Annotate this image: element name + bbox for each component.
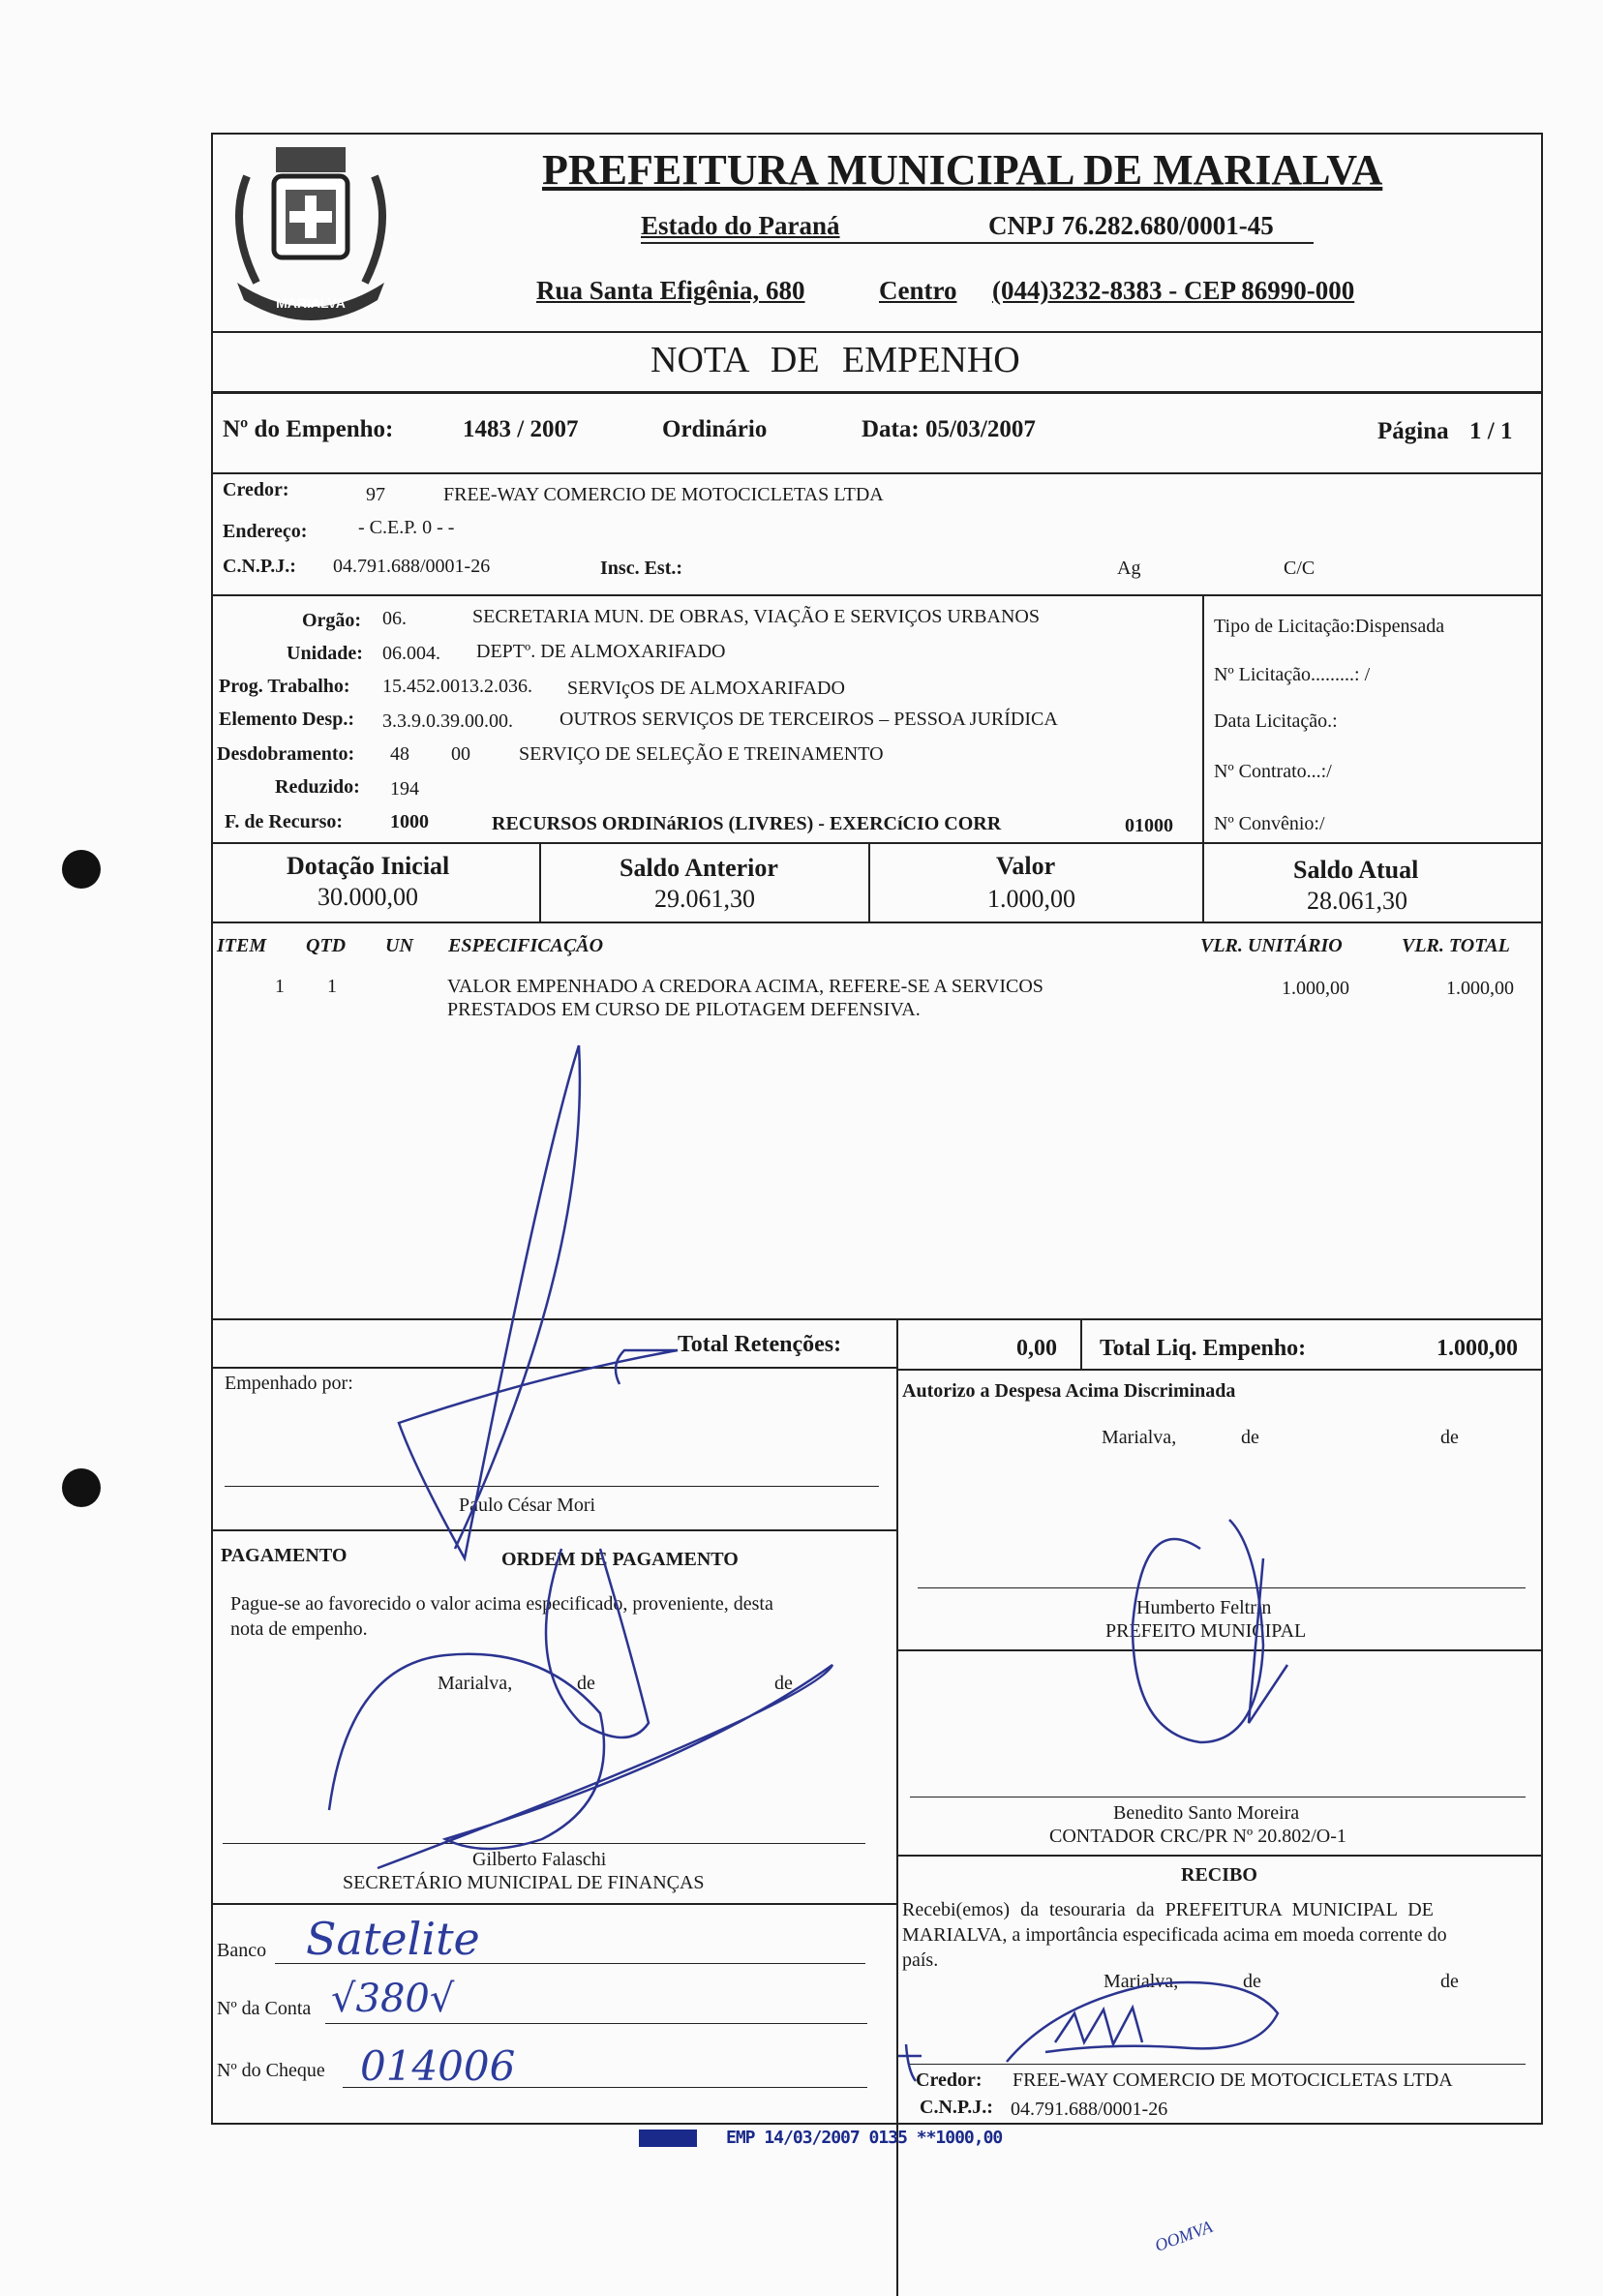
recibo-text2: MARIALVA, a importância especificada acima em moeda corrente do [902,1924,1447,1946]
divider [896,1855,1543,1857]
saldo-atual-label: Saldo Atual [1293,856,1419,884]
autorizo-de2: de [1440,1427,1459,1448]
pagamento-text1: Pague-se ao favorecido o valor acima especificado, proveniente, desta [230,1593,773,1615]
pagamento-de1: de [577,1673,595,1694]
licitacao-numero: Nº Licitação.........: / [1214,664,1371,685]
empenho-label: Nº do Empenho: [223,416,394,442]
prog-label: Prog. Trabalho: [219,676,350,697]
liquido-value: 1.000,00 [1437,1336,1518,1361]
ag-label: Ag [1117,558,1141,579]
insc-est-label: Insc. Est.: [600,558,683,579]
prefeito-role: PREFEITO MUNICIPAL [1105,1620,1307,1642]
empenhado-name: Paulo César Mori [459,1495,596,1516]
conta-line [325,2023,867,2024]
desdobramento-value: SERVIÇO DE SELEÇÃO E TREINAMENTO [519,743,884,765]
fonte-code: 1000 [390,811,429,832]
fonte-code2: 01000 [1125,815,1173,836]
orgao-code: 06. [382,608,407,629]
unidade-code: 06.004. [382,643,440,664]
desdobramento-label: Desdobramento: [217,743,355,765]
signature-line [918,1587,1526,1588]
divider [1202,594,1204,921]
contador-name: Benedito Santo Moreira [1113,1802,1300,1824]
retencoes-label: Total Retenções: [678,1332,842,1357]
header-state-underline [641,242,1314,244]
fonte-value: RECURSOS ORDINáRIOS (LIVRES) - EXERCíCIO CORR [492,813,1002,834]
divider [539,842,541,921]
empenho-type: Ordinário [662,416,768,442]
reduzido-label: Reduzido: [275,776,360,798]
unidade-value: DEPTº. DE ALMOXARIFADO [476,641,726,662]
empenho-date: Data: 05/03/2007 [862,416,1036,442]
signature-line [910,1797,1526,1798]
recibo-text3: país. [902,1949,939,1971]
elemento-value: OUTROS SERVIÇOS DE TERCEIROS – PESSOA JURÍDICA [560,709,1058,730]
phone-cep-label: (044)3232-8383 - CEP 86990-000 [992,276,1355,305]
punch-hole-top [62,850,101,889]
secretario-role: SECRETÁRIO MUNICIPAL DE FINANÇAS [343,1872,705,1893]
prog-value: SERVIçOS DE ALMOXARIFADO [567,678,845,699]
retencoes-value: 0,00 [1016,1336,1057,1361]
cheque-label: Nº do Cheque [217,2060,325,2081]
recibo-cnpj-value: 04.791.688/0001-26 [1011,2099,1168,2120]
col-especificacao: ESPECIFICAÇÃO [448,935,604,956]
recibo-credor-value: FREE-WAY COMERCIO DE MOTOCICLETAS LTDA [1013,2069,1453,2091]
divider [211,921,1543,923]
seal-text: MARIALVA [276,295,346,311]
page-title: PREFEITURA MUNICIPAL DE MARIALVA [542,146,1383,194]
valor-label: Valor [996,852,1056,880]
prog-code: 15.452.0013.2.036. [382,676,532,697]
saldo-atual-value: 28.061,30 [1307,887,1407,915]
divider [211,391,1543,394]
municipal-seal [218,137,404,323]
col-item: ITEM [217,935,267,956]
credor-label: Credor: [223,479,289,500]
divider [868,842,870,921]
divider [211,1903,896,1905]
conta-label: Nº da Conta [217,1998,312,2019]
divider [211,842,1543,844]
cnpj-label: CNPJ 76.282.680/0001-45 [988,211,1274,240]
col-qtd: QTD [306,935,347,956]
col-vlr-unitario: VLR. UNITÁRIO [1200,935,1343,956]
col-vlr-total: VLR. TOTAL [1402,935,1510,956]
divider [211,331,1543,333]
banco-label: Banco [217,1940,267,1961]
valor-value: 1.000,00 [987,885,1075,913]
table-row [211,968,1543,1036]
autorizo-label: Autorizo a Despesa Acima Discriminada [902,1380,1236,1402]
empenho-number: 1483 / 2007 [463,416,579,442]
dotacao-value: 30.000,00 [318,883,418,911]
pagamento-city: Marialva, [438,1673,513,1694]
recibo-label: RECIBO [1181,1864,1257,1886]
cheque-value: 014006 [360,2042,516,2090]
licitacao-data: Data Licitação.: [1214,710,1338,732]
banco-value: Satelite [306,1913,480,1965]
licitacao-tipo: Tipo de Licitação:Dispensada [1214,616,1445,637]
pagamento-de2: de [774,1673,793,1694]
contador-role: CONTADOR CRC/PR Nº 20.802/O-1 [1049,1826,1346,1847]
banco-line [275,1963,865,1964]
stamp-bar [639,2130,697,2147]
orgao-label: Orgão: [302,610,362,631]
cnpj-creditor-label: C.N.P.J.: [223,556,296,577]
row-qtd: 1 [327,976,337,997]
cc-label: C/C [1284,558,1316,579]
divider [211,1318,1543,1320]
divider [211,1529,896,1531]
signature-line [910,2064,1526,2065]
recibo-city: Marialva, [1104,1971,1179,1992]
signature-line [223,1843,865,1844]
elemento-code: 3.3.9.0.39.00.00. [382,710,513,732]
credor-code: 97 [366,484,385,505]
row-item: 1 [275,976,285,997]
secretario-name: Gilberto Falaschi [472,1849,607,1870]
elemento-label: Elemento Desp.: [219,709,354,730]
liquido-label: Total Liq. Empenho: [1100,1336,1307,1361]
pagamento-text2: nota de empenho. [230,1618,368,1640]
recibo-de2: de [1440,1971,1459,1992]
divider [1080,1318,1082,1369]
prefeito-name: Humberto Feltrin [1136,1597,1272,1618]
state-label: Estado do Paraná [641,211,840,240]
divider [896,1318,898,2296]
conta-value: √380√ [331,1977,455,2021]
endereco-value: - C.E.P. 0 - - [358,517,455,538]
punch-hole-bottom [62,1468,101,1507]
row-vlr-total: 1.000,00 [1446,978,1514,999]
page-number: 1 / 1 [1469,418,1513,444]
divider [211,472,1543,474]
district-label: Centro [879,276,957,305]
recibo-text1: Recebi(emos) da tesouraria da PREFEITURA MUNICIPAL DE [902,1899,1434,1920]
desdobramento-code1: 48 [390,743,409,765]
row-line1: VALOR EMPENHADO A CREDORA ACIMA, REFERE-SE A SERVICOS [447,976,1043,997]
address-label: Rua Santa Efigênia, 680 [536,276,805,305]
fonte-label: F. de Recurso: [225,811,344,832]
empenhado-label: Empenhado por: [225,1373,353,1394]
orgao-value: SECRETARIA MUN. DE OBRAS, VIAÇÃO E SERVIÇOS URBANOS [472,606,1040,627]
endereco-label: Endereço: [223,521,308,542]
divider [211,1367,896,1369]
licitacao-contrato: Nº Contrato...:/ [1214,761,1332,782]
saldo-anterior-value: 29.061,30 [654,885,755,913]
autorizo-city: Marialva, [1102,1427,1177,1448]
row-vlr-unitario: 1.000,00 [1282,978,1349,999]
cnpj-creditor-value: 04.791.688/0001-26 [333,556,491,577]
col-un: UN [385,935,413,956]
unidade-label: Unidade: [287,643,363,664]
recibo-de1: de [1243,1971,1261,1992]
recibo-credor-label: Credor: [916,2069,983,2091]
cheque-line [343,2087,867,2088]
pagamento-label: PAGAMENTO [221,1545,348,1566]
divider [896,1369,1543,1371]
divider [211,594,1543,596]
divider [896,1649,1543,1651]
autorizo-de1: de [1241,1427,1259,1448]
dotacao-label: Dotação Inicial [287,852,450,880]
corner-note: OOMVA [1152,2217,1216,2255]
reduzido-value: 194 [390,778,419,800]
recibo-cnpj-label: C.N.P.J.: [920,2097,993,2118]
doc-title: NOTA DE EMPENHO [650,340,1020,380]
licitacao-convenio: Nº Convênio:/ [1214,813,1325,834]
ordem-pagamento-label: ORDEM DE PAGAMENTO [501,1549,739,1570]
stamp-text: EMP 14/03/2007 0135 **1000,00 [726,2128,1003,2148]
credor-name: FREE-WAY COMERCIO DE MOTOCICLETAS LTDA [443,484,884,505]
desdobramento-code2: 00 [451,743,470,765]
signature-line [225,1486,879,1487]
page-number-label: Página [1377,418,1449,444]
row-line2: PRESTADOS EM CURSO DE PILOTAGEM DEFENSIVA. [447,999,921,1020]
saldo-anterior-label: Saldo Anterior [620,854,778,882]
